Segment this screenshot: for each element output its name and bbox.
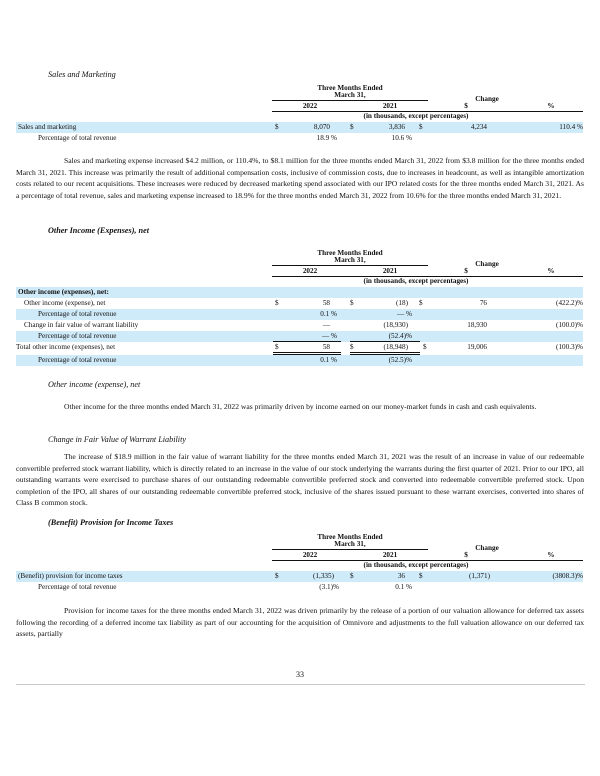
col-2022: 2022 <box>302 551 318 559</box>
col-change-dollar: $ <box>464 102 468 110</box>
value-change: (1,371) <box>469 572 490 580</box>
value-change: 19,006 <box>467 343 487 351</box>
period-header: Three Months Ended <box>317 249 383 257</box>
value-change: 18,930 <box>467 321 487 329</box>
table-row <box>16 133 583 144</box>
col-2022: 2022 <box>302 267 318 275</box>
table-row <box>16 582 583 593</box>
col-2021: 2021 <box>382 102 398 110</box>
value-2021: 0.1 % <box>395 583 412 591</box>
change-header: Change <box>475 95 499 103</box>
sales-marketing-paragraph: Sales and marketing expense increased $4.2 million, or 110.4%, to $8.1 million for the three months ended March 31, 2022 from $3.8 million for the three months ended March 31, 2021. This increase was primarily the result of additional compensation costs, inclusive of commission costs, due to increases in headcount, as well as intangible amortization costs related to our recent acquisitions. These increases were reduced by decreased marketing spend associated with our IPO related costs for the three months ended March 31, 2021. As a percentage of total revenue, sales and marketing expense increased to 18.9% for the three months ended March 31, 2022 from 10.6% for the three months ended March 31, 2021. <box>16 156 584 200</box>
row-label: Percentage of total revenue <box>38 332 117 340</box>
col-change-dollar: $ <box>464 551 468 559</box>
period-header: Three Months Ended <box>317 84 383 92</box>
value-2022: (1,335) <box>313 572 334 580</box>
value-2021: 10.6 % <box>391 134 412 142</box>
section-heading-warrant: Change in Fair Value of Warrant Liability <box>48 435 186 444</box>
value-2022: 58 <box>322 299 330 307</box>
income-taxes-paragraph: Provision for income taxes for the three months ended March 31, 2022 was driven primarily by the release of a portion of our valuation allowance for deferred tax assets following the recording of a deferred income tax liability as part of our accounting for the acquisition of Omnivore and adjustments to the full valuation allowance on our deferred tax assets, partially <box>16 606 584 639</box>
header-rule <box>272 100 428 101</box>
value-2021: (18,948) <box>383 343 408 351</box>
row-label: Percentage of total revenue <box>38 134 117 142</box>
table-row: Sales and marketing $ 8,070 $ 3,836 $ 4,234 110.4 % <box>18 123 583 131</box>
value-2022: 0.1 % <box>320 356 337 364</box>
table-row <box>16 309 583 320</box>
col-change-dollar: $ <box>464 267 468 275</box>
table-row <box>16 355 583 366</box>
col-change-pct: % <box>547 551 555 559</box>
warrant-paragraph: The increase of $18.9 million in the fair value of warrant liability for the three months ended March 31, 2021 was the result of an increase in value of our redeemable convertible preferred stock warrant liability, which is directly related to an increase in the value of our stock underlying the warrants during the first quarter of 2021. Prior to our IPO, all outstanding warrants were exercised to purchase shares of our outstanding redeemable convertible preferred stock and converted into redeemable convertible preferred stock. Upon completion of the IPO, all shares of our outstanding redeemable convertible preferred stock, inclusive of the shares issued pursuant to these warrant exercises, converted into shares of Class B common stock. <box>16 452 584 508</box>
change-header: Change <box>475 260 499 268</box>
table-row: (Benefit) provision for income taxes $ (1,335) $ 36 $ (1,371) (3808.3)% <box>18 572 583 580</box>
period-subheader: March 31, <box>334 540 366 548</box>
col-2021: 2021 <box>382 551 398 559</box>
col-change-pct: % <box>547 267 555 275</box>
col-2021: 2021 <box>382 267 398 275</box>
value-2021: (52.4)% <box>388 332 412 340</box>
value-2022: (3.1)% <box>319 583 339 591</box>
value-2021: (18) <box>396 299 408 307</box>
table-group-row <box>16 287 583 298</box>
value-pct: (100.3)% <box>556 343 583 351</box>
total-double-rule <box>350 352 420 353</box>
total-double-rule <box>273 352 341 353</box>
units-note: (in thousands, except percentages) <box>363 112 469 120</box>
row-label: Percentage of total revenue <box>38 310 117 318</box>
page-break-rule <box>16 684 585 685</box>
value-2022: 58 <box>322 343 330 351</box>
row-label: Percentage of total revenue <box>38 583 117 591</box>
change-header: Change <box>475 544 499 552</box>
group-label: Other income (expenses), net: <box>18 288 109 296</box>
value-2022: 0.1 % <box>320 310 337 318</box>
table-row <box>16 320 583 331</box>
value-2021: — % <box>397 310 412 318</box>
period-header: Three Months Ended <box>317 533 383 541</box>
table-row-total: Total other income (expenses), net $ 58 $ (18,948) $ 19,006 (100.3)% <box>16 343 583 351</box>
value-2021: (18,930) <box>383 321 408 329</box>
sub-heading-other-income: Other income (expense), net <box>48 380 141 389</box>
row-label: Other income (expense), net <box>24 299 106 307</box>
section-heading-income-taxes: (Benefit) Provision for Income Taxes <box>48 518 174 527</box>
value-2022: — % <box>322 332 337 340</box>
value-2022: — <box>322 321 330 329</box>
value-2022: 18.9 % <box>316 134 337 142</box>
col-2022: 2022 <box>302 102 318 110</box>
value-2021: (52.5)% <box>388 356 412 364</box>
col-change-pct: % <box>547 102 555 110</box>
units-note: (in thousands, except percentages) <box>363 561 469 569</box>
period-subheader: March 31, <box>334 256 366 264</box>
value-change: 76 <box>479 299 487 307</box>
row-label: (Benefit) provision for income taxes <box>18 572 123 580</box>
row-label: Total other income (expenses), net <box>16 343 116 351</box>
header-rule <box>272 549 428 550</box>
section-heading-other-income: Other Income (Expenses), net <box>48 226 149 235</box>
value-2021: 3,836 <box>388 123 405 131</box>
table-row: Other income (expense), net $ 58 $ (18) $ 76 (422.2)% <box>24 299 583 307</box>
value-pct: (100.0)% <box>556 321 583 329</box>
value-pct: (422.2)% <box>556 299 583 307</box>
units-note: (in thousands, except percentages) <box>363 277 469 285</box>
other-income-paragraph: Other income for the three months ended March 31, 2022 was primarily driven by income earned on our money-market funds in cash and cash equivalents. <box>64 402 537 411</box>
value-pct: (3808.3)% <box>552 572 583 580</box>
value-2021: 36 <box>397 572 405 580</box>
header-rule <box>272 265 428 266</box>
value-pct: 110.4 % <box>559 123 583 131</box>
value-2022: 8,070 <box>313 123 330 131</box>
row-label: Change in fair value of warrant liability <box>24 321 139 329</box>
page-number: 33 <box>296 670 304 679</box>
row-label: Percentage of total revenue <box>38 356 117 364</box>
period-subheader: March 31, <box>334 91 366 99</box>
row-label: Sales and marketing <box>18 123 77 131</box>
value-change: 4,234 <box>470 123 487 131</box>
section-heading-sales-marketing: Sales and Marketing <box>48 70 116 79</box>
